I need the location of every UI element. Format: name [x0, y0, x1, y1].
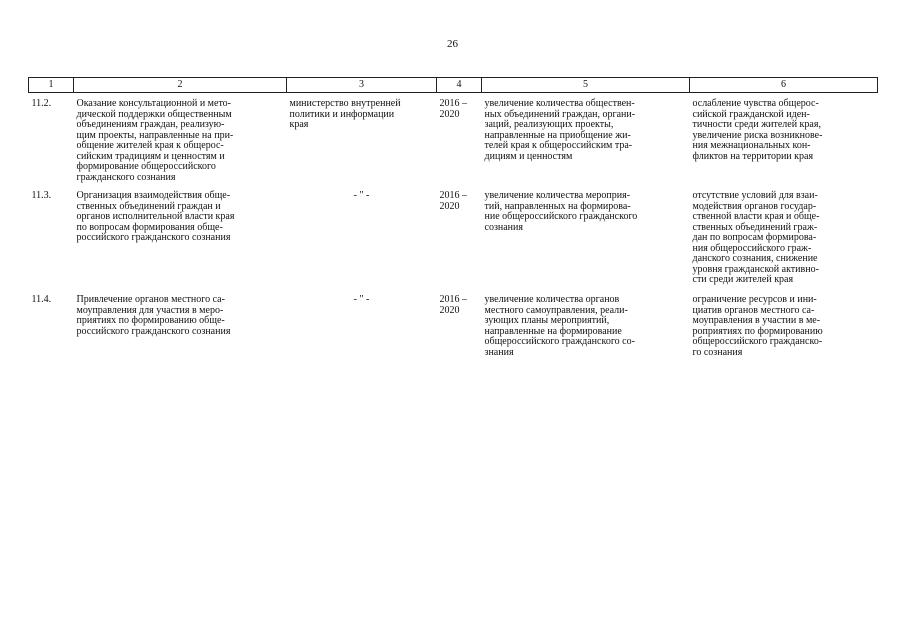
result-line: зующих планы мероприятий,: [484, 315, 610, 326]
consequences-line: модействия органов государ-: [692, 200, 817, 212]
executor-cell: [287, 185, 437, 289]
item-number: 11.3.: [31, 190, 52, 201]
period-cell: [437, 185, 482, 289]
action-cell: [74, 185, 287, 289]
header-cell: 4: [437, 78, 482, 93]
result-line: ние общероссийского гражданского: [484, 211, 638, 222]
consequences-line: отсутствие условий для взаи-: [692, 190, 818, 201]
action-line: приятиях по формированию обще-: [76, 315, 225, 326]
consequences-line: ограничение ресурсов и ини-: [692, 294, 817, 305]
consequences-line: ния общероссийского граж-: [692, 242, 812, 254]
result-cell: [482, 93, 690, 186]
executor-line: политики и информации: [289, 108, 395, 120]
action-line: объединениям граждан, реализую-: [76, 119, 225, 130]
header-cell: 6: [690, 78, 878, 93]
consequences-cell: [690, 93, 878, 186]
result-line: общероссийского гражданского со-: [484, 336, 635, 347]
result-line: знания: [484, 346, 514, 358]
executor-line: министерство внутренней: [289, 98, 401, 109]
action-line: Организация взаимодействия обще-: [76, 190, 231, 201]
result-line: сознания: [484, 221, 523, 233]
result-line: направленные на формирование: [484, 325, 622, 337]
table-row: [29, 289, 878, 358]
header-cell: 3: [287, 78, 437, 93]
period-line: 2016 –: [439, 98, 467, 109]
consequences-cell: [690, 289, 878, 358]
period-line: 2020: [439, 200, 460, 212]
header-cell: 1: [29, 78, 74, 93]
result-line: заций, реализующих проекты,: [484, 119, 614, 130]
result-line: местного самоуправления, реали-: [484, 304, 628, 316]
executor-cell: [287, 93, 437, 186]
header-row: [29, 78, 878, 93]
page-number: 26: [447, 38, 458, 50]
consequences-line: моуправления в участии в ме-: [692, 315, 821, 326]
action-line: общение жителей края к общерос-: [76, 140, 224, 151]
header-cell: 2: [74, 78, 287, 93]
consequences-line: ния межнациональных кон-: [692, 140, 811, 151]
consequences-line: сийской гражданской иден-: [692, 108, 810, 120]
period-line: 2020: [439, 304, 460, 316]
consequences-line: общероссийского гражданско-: [692, 336, 823, 347]
item-number: 11.2.: [31, 98, 52, 109]
result-cell: [482, 289, 690, 358]
consequences-line: циатив органов местного са-: [692, 304, 815, 316]
period-line: 2020: [439, 108, 460, 120]
executor-ditto: - " -: [353, 294, 370, 305]
executor-ditto: - " -: [353, 190, 370, 201]
consequences-line: данского сознания, снижение: [692, 253, 818, 264]
consequences-line: дан по вопросам формирова-: [692, 232, 817, 243]
consequences-line: ственной власти края и обще-: [692, 211, 820, 222]
executor-cell: [287, 289, 437, 358]
executor-line: края: [289, 119, 309, 130]
period-cell: [437, 93, 482, 186]
result-line: дициям и ценностям: [484, 150, 573, 162]
consequences-line: роприятиях по формированию: [692, 325, 823, 337]
program-table: [28, 77, 878, 358]
action-line: щим проекты, направленные на при-: [76, 129, 234, 141]
action-line: российского гражданского сознания: [76, 325, 231, 337]
table-row: [29, 185, 878, 289]
header-cell: 5: [482, 78, 690, 93]
result-line: увеличение количества обществен-: [484, 98, 635, 109]
action-line: Привлечение органов местного са-: [76, 294, 225, 305]
action-line: российского гражданского сознания: [76, 232, 231, 243]
result-line: тий, направленных на формирова-: [484, 200, 631, 212]
action-line: органов исполнительной власти края: [76, 211, 235, 222]
consequences-cell: [690, 185, 878, 289]
action-line: формирование общероссийского: [76, 161, 216, 172]
consequences-line: ственных объединений граж-: [692, 221, 818, 233]
table-row: [29, 93, 878, 186]
action-line: дической поддержки общественным: [76, 108, 232, 120]
action-line: ственных объединений граждан и: [76, 200, 221, 212]
result-line: ных объединений граждан, органи-: [484, 108, 636, 120]
result-line: телей края к общероссийским тра-: [484, 140, 633, 151]
action-line: гражданского сознания: [76, 171, 176, 183]
result-line: увеличение количества мероприя-: [484, 190, 631, 201]
item-number: 11.4.: [31, 294, 52, 305]
action-line: моуправления для участия в меро-: [76, 304, 224, 316]
period-line: 2016 –: [439, 294, 467, 305]
consequences-line: уровня гражданской активно-: [692, 263, 819, 275]
consequences-line: увеличение риска возникнове-: [692, 129, 823, 141]
action-line: по вопросам формирования обще-: [76, 221, 223, 233]
consequences-line: тичности среди жителей края,: [692, 119, 821, 130]
period-cell: [437, 289, 482, 358]
result-cell: [482, 185, 690, 289]
consequences-line: сти среди жителей края: [692, 274, 794, 285]
consequences-line: ослабление чувства общерос-: [692, 98, 819, 109]
consequences-line: го сознания: [692, 346, 743, 358]
action-line: Оказание консультационной и мето-: [76, 98, 232, 109]
action-line: сийским традициям и ценностям и: [76, 150, 225, 162]
action-cell: [74, 93, 287, 186]
consequences-line: фликтов на территории края: [692, 150, 814, 162]
action-cell: [74, 289, 287, 358]
result-line: направленные на приобщение жи-: [484, 129, 631, 141]
period-line: 2016 –: [439, 190, 467, 201]
result-line: увеличение количества органов: [484, 294, 620, 305]
